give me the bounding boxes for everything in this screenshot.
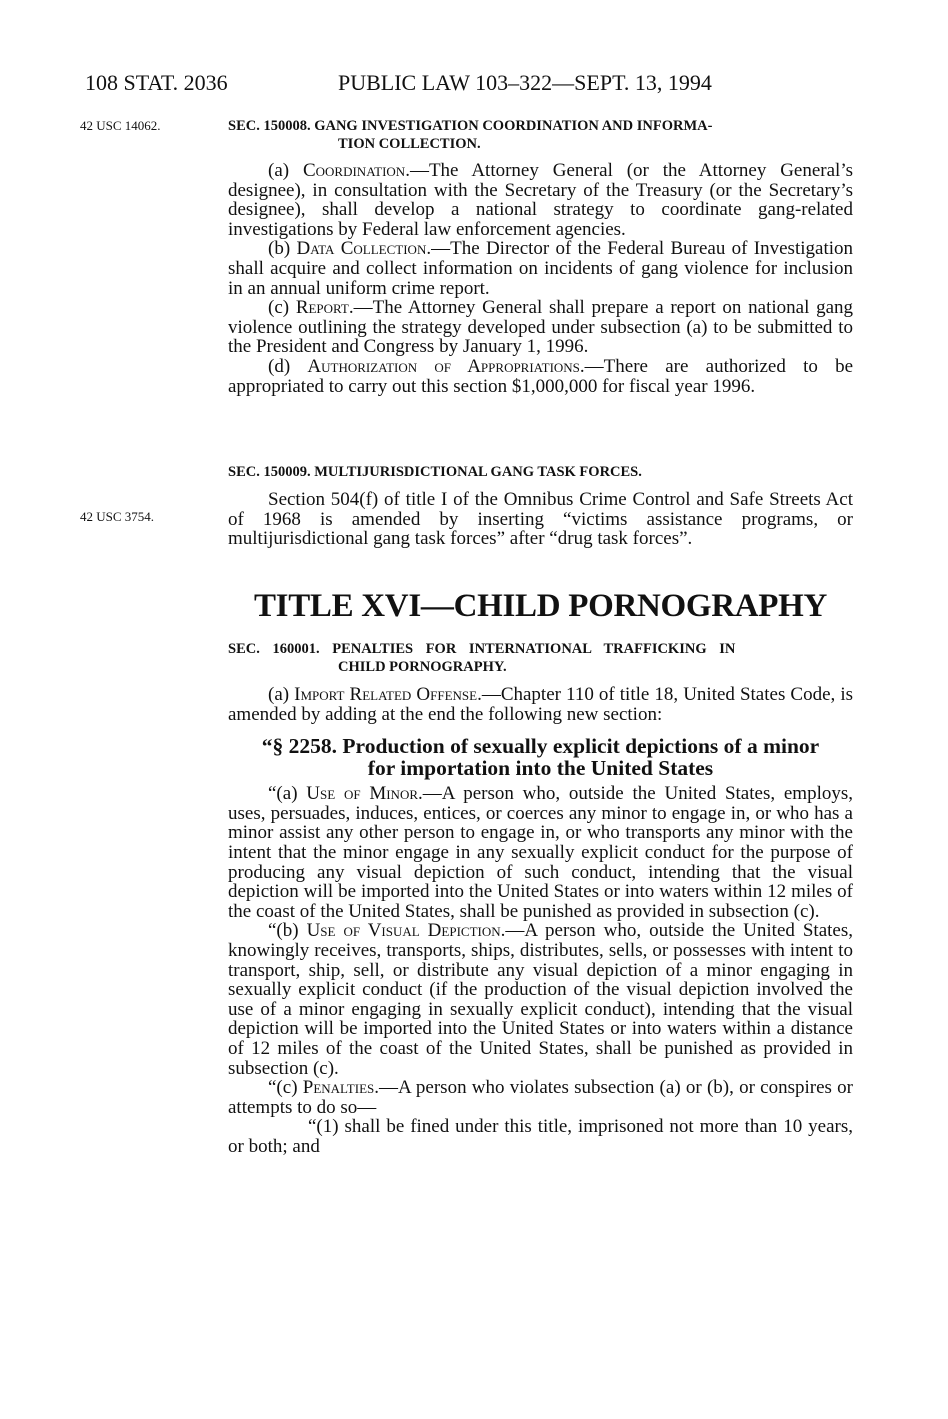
section-heading: SEC. 160001. PENALTIES FOR INTERNATIONAL TRAFFICKING IN CHILD PORNOGRAPHY.	[228, 641, 736, 675]
margin-note-usc-3754: 42 USC 3754.	[80, 509, 155, 524]
subsection-a-import: (a) Import Related Offense.—Chapter 110 of title 18, United States Code, is amended by adding at the end the following new section:	[228, 684, 853, 725]
section-160001	[228, 640, 853, 1156]
page-citation: 108 STAT. 2036	[85, 70, 228, 95]
code-paragraph-1: “(1) shall be fined under this title, imprisoned not more than 10 years, or both; and	[228, 1116, 853, 1157]
margin-note-usc-14062: 42 USC 14062.	[80, 118, 161, 133]
title-heading: TITLE XVI—CHILD PORNOGRAPHY	[253, 588, 828, 624]
code-subsection-b: “(b) Use of Visual Depiction.—A person who, outside the United States, knowingly receives, transports, ships, distributes, sells, or possesses with intent to transport, ship, sell, or distribute any visual depiction of a minor engaging in sexually explicit conduct (if the production of the visual depiction involved the use of a minor engaging in sexually explicit conduct), intending that the visual depiction will be imported into the United States or into waters within a distance of 12 miles of the coast of the United States, shall be punished as provided in subsection (c).	[228, 920, 853, 1079]
subsection-c-report: (c) Report.—The Attorney General shall prepare a report on national gang violence outlining the strategy developed under subsection (a) to be submitted to the President and Congress by January 1, 1996.	[228, 297, 853, 358]
section-150008	[228, 117, 853, 396]
section-heading: SEC. 150008. GANG INVESTIGATION COORDINATION AND INFORMA- TION COLLECTION.	[228, 118, 713, 152]
running-head	[85, 70, 712, 96]
code-subsection-a: “(a) Use of Minor.—A person who, outside the United States, employs, uses, persuades, induces, entices, or coerces any minor to engage in, or who has a minor assist any other person to engage in, or who transports any minor with the intent that the minor engage in any sexually explicit conduct for the purpose of producing any visual depiction of such conduct, intending that the visual depiction will be imported into the United States or into waters within 12 miles of the coast of the United States, shall be punished as provided in subsection (c).	[228, 783, 853, 922]
section-heading: SEC. 150009. MULTIJURISDICTIONAL GANG TASK FORCES.	[228, 464, 642, 480]
public-law-header: PUBLIC LAW 103–322—SEPT. 13, 1994	[338, 70, 712, 95]
section-150009-text: Section 504(f) of title I of the Omnibus Crime Control and Safe Streets Act of 1968 is amended by inserting “victims assistance programs, or multijurisdictional gang task forces” after “drug task forces”.	[228, 489, 853, 550]
subsection-d-appropriations: (d) Authorization of Appropriations.—There are authorized to be appropriated to carry out this section $1,000,000 for fiscal year 1996.	[228, 355, 854, 397]
section-150009	[228, 463, 853, 549]
subsection-b-data-collection: (b) Data Collection.—The Director of the Federal Bureau of Investigation shall acquire and collect information on incidents of gang violence for inclusion in an annual uniform crime report.	[228, 238, 854, 299]
subsection-a-coordination: (a) Coordination.—The Attorney General (or the Attorney General’s designee), in consultation with the Secretary of the Treasury (or the Secretary’s designee), shall develop a national strategy to coordinate gang-related investigations by Federal law enforcement agencies.	[228, 160, 854, 240]
code-section-heading: “§ 2258. Production of sexually explicit depictions of a minor for importation into the United States	[261, 734, 820, 781]
code-subsection-c: “(c) Penalties.—A person who violates subsection (a) or (b), or conspires or attempts to do so—	[228, 1077, 853, 1118]
